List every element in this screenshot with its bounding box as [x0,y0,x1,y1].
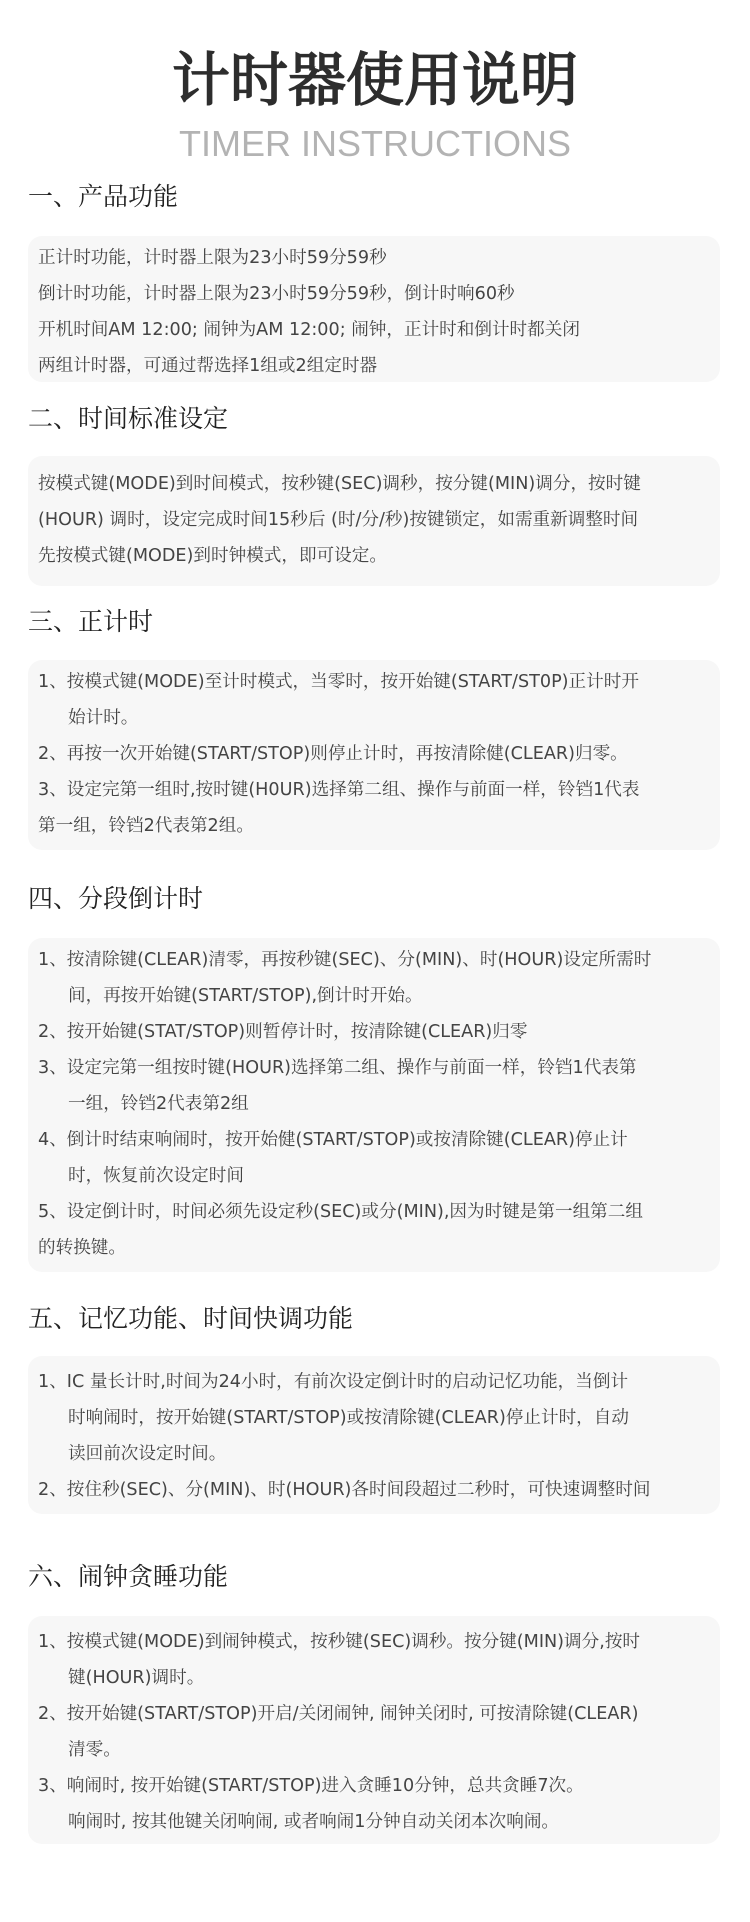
list-item: 1、IC 量长计时,时间为24小时，有前次设定倒计时的启动记忆功能，当倒计 [38,1372,629,1392]
section-box-memory-function [28,1356,720,1514]
section-box-alarm-snooze [28,1616,720,1844]
list-item-continued: 清零。 [68,1740,121,1760]
text-line: 开机时间AM 12:00; 闹钟为AM 12:00; 闹钟，正计时和倒计时都关闭 [38,320,580,340]
list-item-continued: 时响闹时，按开始键(START/STOP)或按清除键(CLEAR)停止计时，自动 [68,1408,629,1428]
list-item: 2、按开始键(STAT/STOP)则暂停计时，按清除键(CLEAR)归零 [38,1022,528,1042]
list-item-continued: 始计时。 [68,708,139,728]
list-item: 3、响闹时, 按开始键(START/STOP)进入贪睡10分钟，总共贪睡7次。 [38,1776,584,1796]
list-item-continued: 的转换键。 [38,1238,126,1258]
list-item-continued: 读回前次设定时间。 [68,1444,227,1464]
text-line: 按模式键(MODE)到时间模式，按秒键(SEC)调秒，按分键(MIN)调分，按时键 [38,474,641,494]
section-title-count-up: 三、正计时 [28,607,154,636]
section-title-memory-function: 五、记忆功能、时间快调功能 [28,1304,354,1333]
section-box-split-countdown [28,938,720,1272]
text-line: 两组计时器，可通过帮选择1组或2组定时器 [38,356,378,376]
list-item-continued: 键(HOUR)调时。 [68,1668,205,1688]
list-item: 3、设定完第一组时,按时键(H0UR)选择第二组、操作与前面一样，铃铛1代表 [38,780,640,800]
list-item: 4、倒计时结束响闹时，按开始健(START/STOP)或按清除键(CLEAR)停止计 [38,1130,628,1150]
list-item: 2、再按一次开始键(START/STOP)则停止计时，再按清除健(CLEAR)归零。 [38,744,628,764]
text-line: (HOUR) 调时，设定完成时间15秒后 (时/分/秒)按键锁定，如需重新调整时间 [38,510,639,530]
section-box-time-setting [28,456,720,586]
text-line: 先按模式键(MODE)到时钟模式，即可设定。 [38,546,387,566]
list-item: 2、按住秒(SEC)、分(MIN)、时(HOUR)各时间段超过二秒时，可快速调整时间 [38,1480,651,1500]
page-title: 计时器使用说明 [171,46,578,114]
list-item: 1、按清除键(CLEAR)清零，再按秒键(SEC)、分(MIN)、时(HOUR)设定所需时 [38,950,652,970]
list-item: 3、设定完第一组按时键(HOUR)选择第二组、操作与前面一样，铃铛1代表第 [38,1058,637,1078]
list-item-continued: 第一组，铃铛2代表第2组。 [38,816,254,836]
section-box-product-functions [28,236,720,382]
list-item: 1、按模式键(MODE)到闹钟模式，按秒键(SEC)调秒。按分键(MIN)调分,按时 [38,1632,641,1652]
list-item-continued: 一组，铃铛2代表第2组 [68,1094,249,1114]
page-subtitle: TIMER INSTRUCTIONS [179,123,571,164]
section-title-time-setting: 二、时间标准设定 [28,404,229,433]
list-item-continued: 间，再按开始键(START/STOP),倒计时开始。 [68,986,423,1006]
section-title-alarm-snooze: 六、闹钟贪睡功能 [28,1562,229,1591]
section-title-split-countdown: 四、分段倒计时 [28,884,204,913]
section-title-product-functions: 一、产品功能 [28,182,179,211]
list-item: 5、设定倒计时，时间必须先设定秒(SEC)或分(MIN),因为时键是第一组第二组 [38,1202,643,1222]
list-item: 2、按开始键(START/STOP)开启/关闭闹钟, 闹钟关闭时, 可按清除键(CLEAR) [38,1704,639,1724]
list-item-continued: 时，恢复前次设定时间 [68,1166,244,1186]
section-box-count-up [28,660,720,850]
text-line: 正计时功能，计时器上限为23小时59分59秒 [38,248,387,268]
list-item-continued: 响闹时, 按其他键关闭响闹, 或者响闹1分钟自动关闭本次响闹。 [68,1812,560,1832]
text-line: 倒计时功能，计时器上限为23小时59分59秒，倒计时响60秒 [38,284,515,304]
list-item: 1、按模式键(MODE)至计时模式，当零时，按开始键(START/ST0P)正计时开 [38,672,639,692]
